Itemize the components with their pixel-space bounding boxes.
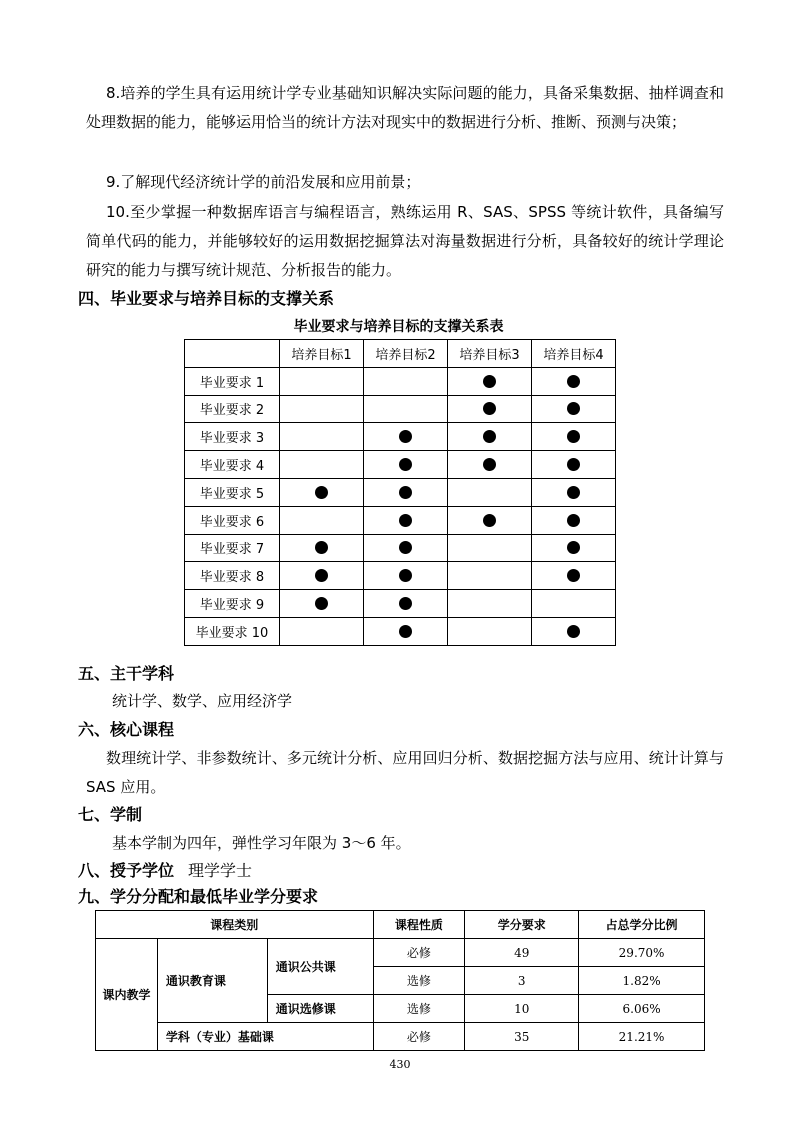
cell-nature: 选修 bbox=[373, 967, 465, 995]
table-row bbox=[185, 478, 616, 506]
section-6-title: 六、核心课程 bbox=[78, 720, 175, 739]
cell-nature: 选修 bbox=[373, 995, 465, 1023]
section-7-title: 七、学制 bbox=[78, 805, 143, 824]
matrix-caption: 毕业要求与培养目标的支撑关系表 bbox=[293, 319, 504, 335]
group-in-class-teaching: 课内教学 bbox=[96, 939, 158, 1051]
matrix-cell bbox=[280, 423, 364, 451]
support-dot-icon bbox=[399, 625, 412, 638]
support-dot-icon bbox=[315, 569, 328, 582]
support-dot-icon bbox=[315, 486, 328, 499]
category-foundation: 学科（专业）基础课 bbox=[157, 1023, 373, 1051]
matrix-cell bbox=[364, 590, 448, 618]
matrix-cell bbox=[448, 534, 532, 562]
support-dot-icon bbox=[567, 625, 580, 638]
support-dot-icon bbox=[399, 458, 412, 471]
degree-value: 理学学士 bbox=[188, 861, 253, 880]
cell-credits: 3 bbox=[465, 967, 579, 995]
matrix-column-header: 培养目标2 bbox=[364, 340, 448, 368]
matrix-cell bbox=[280, 506, 364, 534]
matrix-cell bbox=[532, 506, 616, 534]
matrix-row-label: 毕业要求 5 bbox=[185, 478, 280, 506]
support-dot-icon bbox=[483, 375, 496, 388]
matrix-cell bbox=[364, 617, 448, 645]
support-matrix-table bbox=[184, 339, 616, 646]
support-dot-icon bbox=[567, 514, 580, 527]
table-row bbox=[185, 617, 616, 645]
matrix-cell bbox=[280, 562, 364, 590]
support-dot-icon bbox=[483, 402, 496, 415]
matrix-corner-cell bbox=[185, 340, 280, 368]
matrix-cell bbox=[532, 534, 616, 562]
matrix-cell bbox=[448, 506, 532, 534]
matrix-cell bbox=[280, 395, 364, 423]
support-dot-icon bbox=[399, 430, 412, 443]
matrix-row-label: 毕业要求 10 bbox=[185, 617, 280, 645]
paragraph-objective-9: 9.了解现代经济统计学的前沿发展和应用前景； bbox=[106, 173, 421, 191]
matrix-row-label: 毕业要求 7 bbox=[185, 534, 280, 562]
credit-distribution-table bbox=[95, 910, 705, 1051]
table-row bbox=[185, 534, 616, 562]
page-number: 430 bbox=[389, 1058, 411, 1071]
matrix-cell bbox=[364, 562, 448, 590]
matrix-cell bbox=[532, 590, 616, 618]
matrix-cell bbox=[448, 562, 532, 590]
matrix-cell bbox=[280, 367, 364, 395]
matrix-cell bbox=[532, 367, 616, 395]
matrix-cell bbox=[532, 617, 616, 645]
support-dot-icon bbox=[483, 514, 496, 527]
matrix-cell bbox=[448, 367, 532, 395]
table-row bbox=[185, 562, 616, 590]
matrix-cell bbox=[364, 506, 448, 534]
matrix-cell bbox=[364, 395, 448, 423]
table-row bbox=[96, 1023, 705, 1051]
matrix-row-label: 毕业要求 4 bbox=[185, 451, 280, 479]
paragraph-objective-8: 8.培养的学生具有运用统计学专业基础知识解决实际问题的能力，具备采集数据、抽样调查和处理数据的能力，能够运用恰当的统计方法对现实中的数据进行分析、推断、预测与决策； bbox=[86, 84, 724, 131]
matrix-cell bbox=[532, 423, 616, 451]
table-row bbox=[185, 367, 616, 395]
support-dot-icon bbox=[399, 486, 412, 499]
credit-header-row bbox=[96, 911, 705, 939]
table-row bbox=[185, 590, 616, 618]
header-nature: 课程性质 bbox=[373, 911, 465, 939]
matrix-cell bbox=[364, 451, 448, 479]
matrix-cell bbox=[280, 451, 364, 479]
matrix-row-label: 毕业要求 8 bbox=[185, 562, 280, 590]
table-row bbox=[185, 451, 616, 479]
support-dot-icon bbox=[483, 430, 496, 443]
matrix-cell bbox=[532, 395, 616, 423]
matrix-cell bbox=[448, 423, 532, 451]
paragraph-objective-10: 10.至少掌握一种数据库语言与编程语言，熟练运用 R、SAS、SPSS 等统计软件，具备编写简单代码的能力，并能够较好的运用数据挖掘算法对海量数据进行分析，具备较好的统计学理论研究的能力与撰写统计规范、分析报告的能力。 bbox=[86, 203, 724, 279]
section-4-title: 四、毕业要求与培养目标的支撑关系 bbox=[78, 289, 335, 308]
table-row bbox=[185, 506, 616, 534]
matrix-cell bbox=[364, 423, 448, 451]
support-dot-icon bbox=[567, 458, 580, 471]
matrix-row-label: 毕业要求 6 bbox=[185, 506, 280, 534]
subcategory-general-elective: 通识选修课 bbox=[267, 995, 373, 1023]
support-dot-icon bbox=[567, 430, 580, 443]
matrix-column-header: 培养目标1 bbox=[280, 340, 364, 368]
matrix-cell bbox=[364, 367, 448, 395]
cell-nature: 必修 bbox=[373, 939, 465, 967]
support-dot-icon bbox=[399, 541, 412, 554]
matrix-cell bbox=[280, 534, 364, 562]
matrix-cell bbox=[364, 534, 448, 562]
section-6-body: 数理统计学、非参数统计、多元统计分析、应用回归分析、数据挖掘方法与应用、统计计算与 SAS 应用。 bbox=[86, 749, 724, 796]
matrix-cell bbox=[364, 478, 448, 506]
matrix-row-label: 毕业要求 3 bbox=[185, 423, 280, 451]
matrix-cell bbox=[280, 617, 364, 645]
matrix-cell bbox=[448, 617, 532, 645]
cell-credits: 10 bbox=[465, 995, 579, 1023]
cell-credits: 35 bbox=[465, 1023, 579, 1051]
support-dot-icon bbox=[567, 375, 580, 388]
support-dot-icon bbox=[483, 458, 496, 471]
support-dot-icon bbox=[399, 514, 412, 527]
section-7-body: 基本学制为四年，弹性学习年限为 3～6 年。 bbox=[112, 834, 411, 852]
cell-ratio: 6.06% bbox=[579, 995, 705, 1023]
table-row bbox=[96, 939, 705, 967]
matrix-cell bbox=[532, 478, 616, 506]
cell-ratio: 21.21% bbox=[579, 1023, 705, 1051]
support-dot-icon bbox=[567, 402, 580, 415]
cell-credits: 49 bbox=[465, 939, 579, 967]
header-credits: 学分要求 bbox=[465, 911, 579, 939]
table-row bbox=[185, 423, 616, 451]
support-dot-icon bbox=[567, 541, 580, 554]
matrix-cell bbox=[280, 478, 364, 506]
support-dot-icon bbox=[567, 486, 580, 499]
subcategory-general-public: 通识公共课 bbox=[267, 939, 373, 995]
support-dot-icon bbox=[315, 597, 328, 610]
matrix-cell bbox=[532, 562, 616, 590]
support-dot-icon bbox=[567, 569, 580, 582]
matrix-row-label: 毕业要求 1 bbox=[185, 367, 280, 395]
table-row bbox=[185, 395, 616, 423]
section-5-body: 统计学、数学、应用经济学 bbox=[112, 692, 293, 710]
matrix-row-label: 毕业要求 2 bbox=[185, 395, 280, 423]
matrix-cell bbox=[532, 451, 616, 479]
matrix-column-header: 培养目标4 bbox=[532, 340, 616, 368]
matrix-cell bbox=[280, 590, 364, 618]
header-category: 课程类别 bbox=[96, 911, 374, 939]
section-8-title bbox=[78, 860, 252, 882]
section-5-title: 五、主干学科 bbox=[78, 664, 175, 683]
matrix-cell bbox=[448, 395, 532, 423]
matrix-header-row bbox=[185, 340, 616, 368]
matrix-cell bbox=[448, 590, 532, 618]
cell-ratio: 1.82% bbox=[579, 967, 705, 995]
matrix-column-header: 培养目标3 bbox=[448, 340, 532, 368]
header-ratio: 占总学分比例 bbox=[579, 911, 705, 939]
matrix-cell bbox=[448, 451, 532, 479]
support-dot-icon bbox=[399, 569, 412, 582]
cell-ratio: 29.70% bbox=[579, 939, 705, 967]
support-dot-icon bbox=[399, 597, 412, 610]
cell-nature: 必修 bbox=[373, 1023, 465, 1051]
matrix-row-label: 毕业要求 9 bbox=[185, 590, 280, 618]
matrix-cell bbox=[448, 478, 532, 506]
section-9-title: 九、学分分配和最低毕业学分要求 bbox=[78, 887, 319, 906]
section-8-label: 八、授予学位 bbox=[78, 861, 175, 880]
category-general-education: 通识教育课 bbox=[157, 939, 267, 1023]
support-dot-icon bbox=[315, 541, 328, 554]
matrix-body bbox=[185, 367, 616, 645]
